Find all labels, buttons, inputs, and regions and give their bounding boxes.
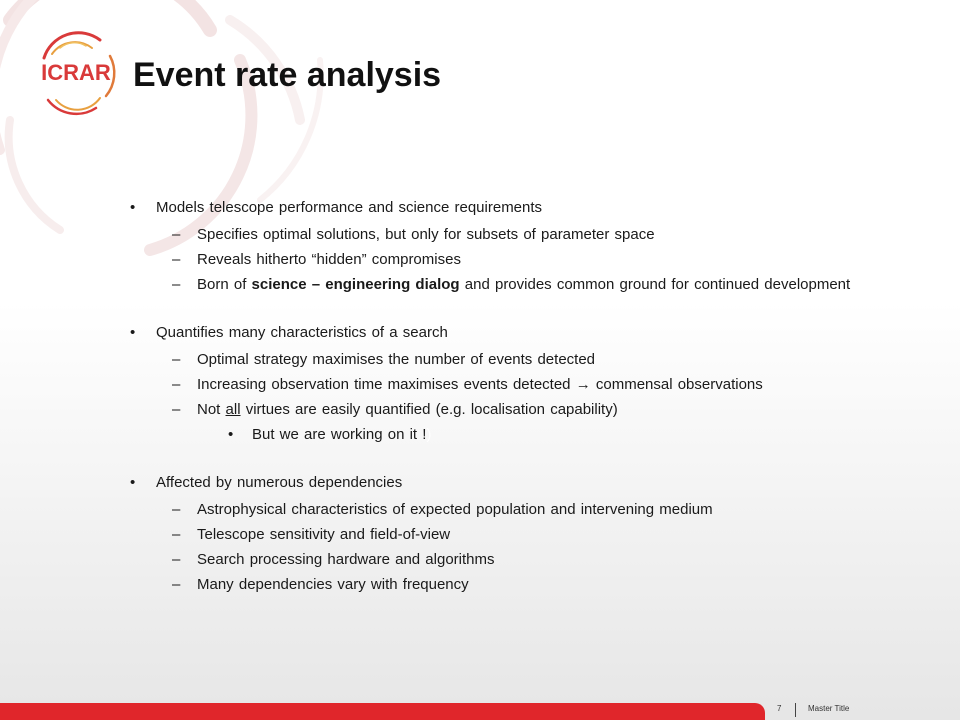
text-segment: and provides common ground for continued development: [459, 276, 851, 293]
arrow-right-icon: →: [575, 376, 591, 393]
dash-marker: –: [172, 251, 181, 268]
bullet-marker: •: [228, 426, 234, 443]
text-segment: Born of: [197, 276, 252, 293]
sub-bullet-text: Reveals hitherto “hidden” compromises: [197, 251, 461, 268]
smiley-segment: ): [426, 426, 432, 443]
footer-red-bar: [0, 703, 765, 720]
footer-title: Master Title: [808, 704, 850, 713]
sub-bullet-text: Telescope sensitivity and field-of-view: [197, 526, 451, 543]
sub-bullet-text: Astrophysical characteristics of expected population and intervening medium: [197, 501, 713, 518]
page-number: 7: [777, 704, 782, 713]
bullet-text: Affected by numerous dependencies: [156, 474, 403, 491]
dash-marker: –: [172, 551, 181, 568]
sub-bullet-text: Specifies optimal solutions, but only for subsets of parameter space: [197, 226, 655, 243]
sub-bullet-text: Many dependencies vary with frequency: [197, 576, 469, 593]
slide-title: Event rate analysis: [133, 56, 442, 94]
dash-marker: –: [172, 376, 181, 393]
bullet-marker: •: [130, 199, 136, 216]
bullet-marker: •: [130, 474, 136, 491]
underlined-segment: all: [225, 401, 241, 418]
sub-bullet-text: [197, 376, 763, 394]
sub-sub-bullet-text: [252, 426, 431, 444]
bullet-marker: •: [130, 324, 136, 341]
sub-bullet-text: [197, 401, 618, 419]
text-segment: Increasing observation time maximises events detected: [197, 376, 576, 393]
sub-bullet-text: Optimal strategy maximises the number of events detected: [197, 351, 596, 368]
dash-marker: –: [172, 501, 181, 518]
dash-marker: –: [172, 226, 181, 243]
footer-divider: [795, 703, 796, 717]
sub-bullet-text: Search processing hardware and algorithms: [197, 551, 495, 568]
sub-bullet-text: [197, 276, 850, 294]
text-segment: But we are working on it !: [252, 426, 427, 443]
dash-marker: –: [172, 576, 181, 593]
text-segment: commensal observations: [590, 376, 763, 393]
logo-text: ICRAR: [41, 60, 111, 85]
dash-marker: –: [172, 276, 181, 293]
dash-marker: –: [172, 526, 181, 543]
bullet-text: Models telescope performance and science requirements: [156, 199, 543, 216]
bullet-text: Quantifies many characteristics of a search: [156, 324, 448, 341]
text-segment: Not: [197, 401, 226, 418]
dash-marker: –: [172, 401, 181, 418]
dash-marker: –: [172, 351, 181, 368]
bold-segment: science – engineering dialog: [251, 276, 460, 293]
text-segment: virtues are easily quantified (e.g. localisation capability): [240, 401, 618, 418]
